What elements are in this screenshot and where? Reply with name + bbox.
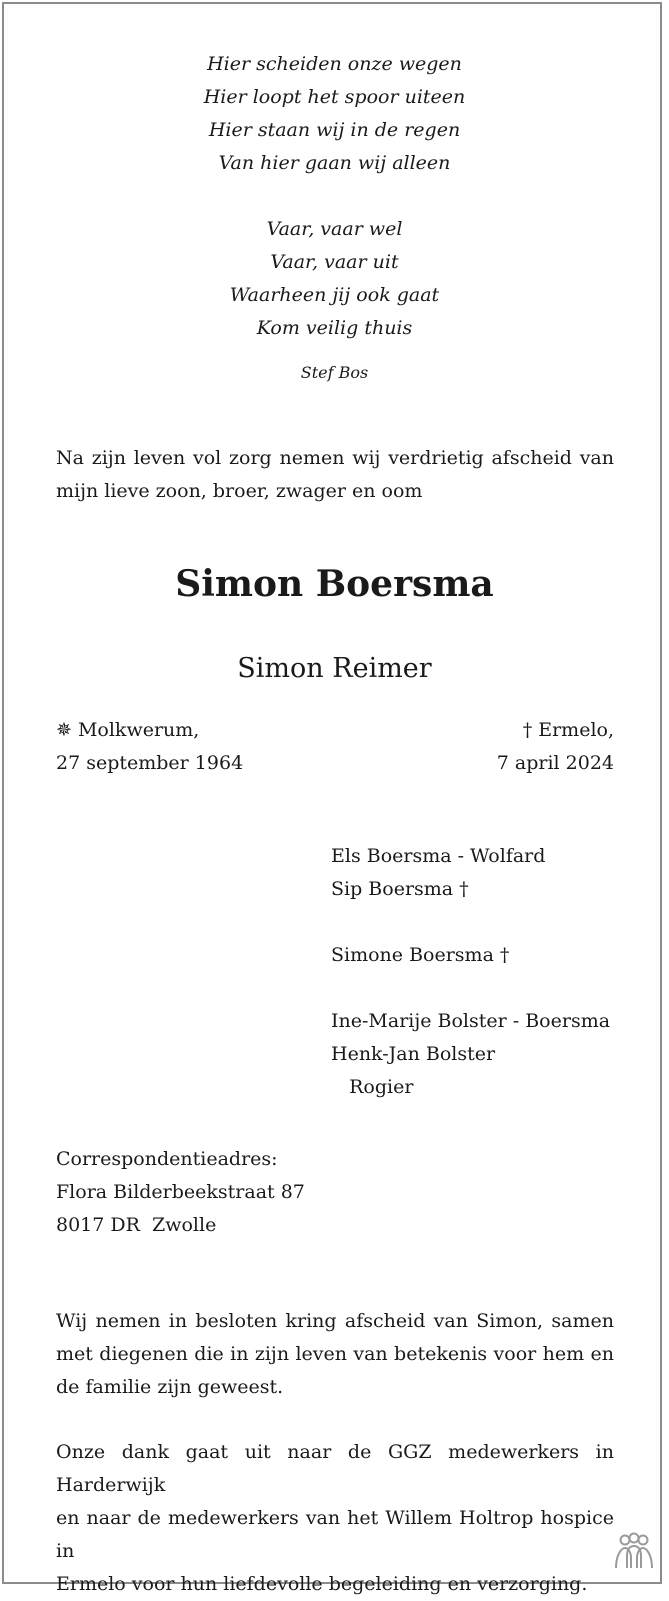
death-info	[497, 714, 614, 780]
poem-line: Waarheen jij ook gaat	[229, 284, 440, 306]
ceremony-line: de familie zijn geweest.	[56, 1376, 284, 1398]
address-city: 8017 DR Zwolle	[56, 1214, 217, 1236]
family-list	[331, 840, 610, 1104]
family-member: Henk-Jan Bolster	[331, 1043, 496, 1065]
people-group-icon	[612, 1532, 656, 1572]
ceremony-line: met diegenen die in zijn leven van betekenis voor hem en	[56, 1343, 614, 1365]
poem-line: Vaar, vaar uit	[270, 251, 399, 273]
ceremony-line: Wij nemen in besloten kring afscheid van Simon, samen	[56, 1310, 614, 1332]
thanks-line: Ermelo voor hun liefdevolle begeleiding en verzorging.	[56, 1573, 588, 1595]
family-member: Simone Boersma †	[331, 944, 510, 966]
poem-line: Vaar, vaar wel	[266, 218, 403, 240]
poem-line: Van hier gaan wij alleen	[218, 152, 451, 174]
death-date: 7 april 2024	[496, 752, 614, 774]
birth-place: ✵ Molkwerum,	[56, 719, 200, 741]
poem-stanza-1	[0, 48, 669, 180]
intro-line: Na zijn leven vol zorg nemen wij verdrietig afscheid van	[56, 447, 614, 469]
family-member: Ine-Marije Bolster - Boersma	[331, 1010, 611, 1032]
poem-line: Kom veilig thuis	[256, 317, 413, 339]
deceased-given-names: Simon Reimer	[237, 653, 432, 684]
family-member: Els Boersma - Wolfard	[331, 845, 546, 867]
ceremony-text	[56, 1305, 614, 1404]
poem-line: Hier loopt het spoor uiteen	[203, 86, 466, 108]
thanks-text	[56, 1436, 614, 1601]
poem-line: Hier scheiden onze wegen	[207, 53, 462, 75]
death-place: † Ermelo,	[522, 719, 614, 741]
family-spacer	[331, 906, 610, 939]
correspondence-address	[56, 1143, 305, 1242]
poem-line: Hier staan wij in de regen	[208, 119, 461, 141]
address-street: Flora Bilderbeekstraat 87	[56, 1181, 305, 1203]
intro-line: mijn lieve zoon, broer, zwager en oom	[56, 480, 423, 502]
family-member: Rogier	[331, 1076, 414, 1098]
poem-author-block	[0, 363, 669, 383]
intro-text	[56, 442, 614, 508]
thanks-line: en naar de medewerkers van het Willem Holtrop hospice in	[56, 1507, 614, 1562]
poem-stanza-2	[0, 213, 669, 345]
family-spacer	[331, 972, 610, 1005]
address-label: Correspondentieadres:	[56, 1148, 278, 1170]
deceased-name: Simon Boersma	[175, 563, 494, 605]
thanks-line: Onze dank gaat uit naar de GGZ medewerkers in Harderwijk	[56, 1441, 614, 1496]
poem-author: Stef Bos	[300, 363, 369, 382]
birth-info	[56, 714, 243, 780]
family-member: Sip Boersma †	[331, 878, 469, 900]
birth-date: 27 september 1964	[56, 752, 244, 774]
